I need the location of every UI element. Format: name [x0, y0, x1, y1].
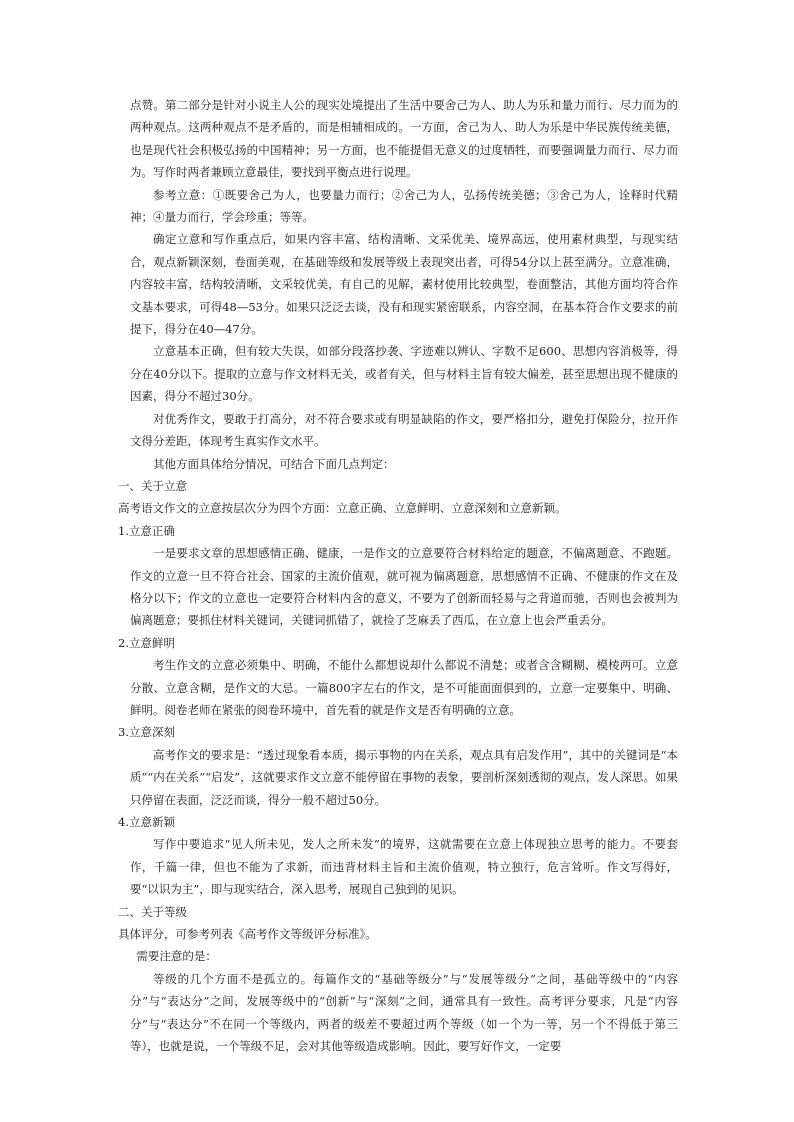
paragraph-grades-notes: 等级的几个方面不是孤立的。每篇作文的“基础等级分”与“发展等级分”之间，基础等级中的“内容分”与“表达分”之间，发展等级中的“创新”与“深刻”之间，通常具有一致性。高考评分要求，凡是“内容分”与“表达分”不在同一个等级内，两者的级差不要超过两个等级（如一个为一等，另一个不得低于第三等），也就是说，一个等级不足，会对其他等级造成影响。因此，要写好作文，一定要 [130, 971, 678, 1054]
paragraph-grades-reference: 具体评分，可参考列表《高考作文等级评分标准》。 [118, 927, 377, 942]
subheading-theme-novel: 4.立意新颖 [118, 815, 175, 829]
paragraph-theme-correct: 一是要求文章的思想感情正确、健康，一是作文的立意要符合材料给定的题意，不偏离题意、不跑题。作文的立意一旦不符合社会、国家的主流价值观，就可视为偏离题意，思想感情不正确、不健康的作文在及格分以下；作文的立意也一定要符合材料内含的意义，不要为了创新而轻易与之背道而驰，否则也会被判为偏离题意；要抓住材料关键词，关键词抓错了，就捡了芝麻丢了西瓜，在立意上也会严重丢分。 [130, 546, 678, 628]
subheading-theme-deep: 3.立意深刻 [118, 725, 175, 740]
paragraph-other-points-intro: 其他方面具体给分情况，可结合下面几点判定： [153, 456, 395, 471]
paragraph-intro-analysis: 点赞。第二部分是针对小说主人公的现实处境提出了生活中要舍己为人、助人为乐和量力而行、尽力而为的两种观点。这两种观点不是矛盾的，而是相辅相成的。一方面，舍己为人、助人为乐是中华民族传统美德，也是现代社会积极弘扬的中国精神；另一方面，也不能提倡无意义的过度牺牲，而要强调量力而行、尽力而为。写作时两者兼顾立意最佳，要找到平衡点进行说理。 [130, 98, 678, 180]
paragraph-notes-label: 需要注意的是： [136, 949, 217, 964]
paragraph-theme-clear: 考生作文的立意必须集中、明确，不能什么都想说却什么都说不清楚；或者含含糊糊、模棱两可。立意分散、立意含糊，是作文的大忌。一篇800字左右的作文，是不可能面面俱到的，立意一定要集中、明确、鲜明。阅卷老师在紧张的阅卷环境中，首先看的就是作文是否有明确的立意。 [130, 658, 678, 717]
paragraph-low-score-criteria: 立意基本正确，但有较大失误，如部分段落抄袭、字迹难以辨认、字数不足600、思想内容消极等，得分在40分以下。提取的立意与作文材料无关，或者有关，但与材料主旨有较大偏差，甚至思想出现不健康的因素，得分不超过30分。 [130, 344, 678, 404]
paragraph-high-score-criteria: 确定立意和写作重点后，如果内容丰富、结构清晰、文采优美、境界高远，使用素材典型，与现实结合，观点新颖深刻，卷面美观，在基础等级和发展等级上表现突出者，可得54分以上甚至满分。立意准确，内容较丰富，结构较清晰，文采较优美，有自己的见解，素材使用比较典型，卷面整洁，其他方面均符合作文基本要求，可得48—53分。如果只泛泛去谈，没有和现实紧密联系，内容空洞，在基本符合作文要求的前提下，得分在40—47分。 [130, 232, 678, 337]
paragraph-grading-advice: 对优秀作文，要敢于打高分，对不符合要求或有明显缺陷的作文，要严格扣分，避免打保险分，拉开作文得分差距，体现考生真实作文水平。 [130, 411, 678, 449]
subheading-theme-correct: 1.立意正确 [118, 523, 175, 538]
paragraph-reference-ideas: 参考立意：①既要舍己为人，也要量力而行；②舍己为人，弘扬传统美德；③舍己为人，诠释时代精神；④量力而行，学会珍重；等等。 [130, 187, 678, 225]
paragraph-theme-deep: 高考作文的要求是：“透过现象看本质，揭示事物的内在关系，观点具有启发作用”，其中的关键词是“本质”“内在关系”“启发”，这就要求作文立意不能停留在事物的表象，要剖析深刻透彻的观点，发人深思。如果只停留在表面，泛泛而谈，得分一般不超过50分。 [130, 747, 678, 807]
paragraph-theme-overview: 高考语文作文的立意按层次分为四个方面：立意正确、立意鲜明、立意深刻和立意新颖。 [118, 501, 567, 516]
document-page [118, 94, 678, 1057]
paragraph-theme-novel: 写作中要追求“见人所未见，发人之所未发”的境界，这就需要在立意上体现独立思考的能力。不要套作，千篇一律，但也不能为了求新，而违背材料主旨和主流价值观，特立独行，危言耸听。作文写得好，要“以识为主”，即与现实结合，深入思考，展现自己独到的见识。 [130, 837, 678, 897]
section-heading-grades: 二、关于等级 [118, 904, 187, 919]
subheading-theme-clear: 2.立意鲜明 [118, 635, 175, 650]
section-heading-theme: 一、关于立意 [118, 478, 187, 493]
